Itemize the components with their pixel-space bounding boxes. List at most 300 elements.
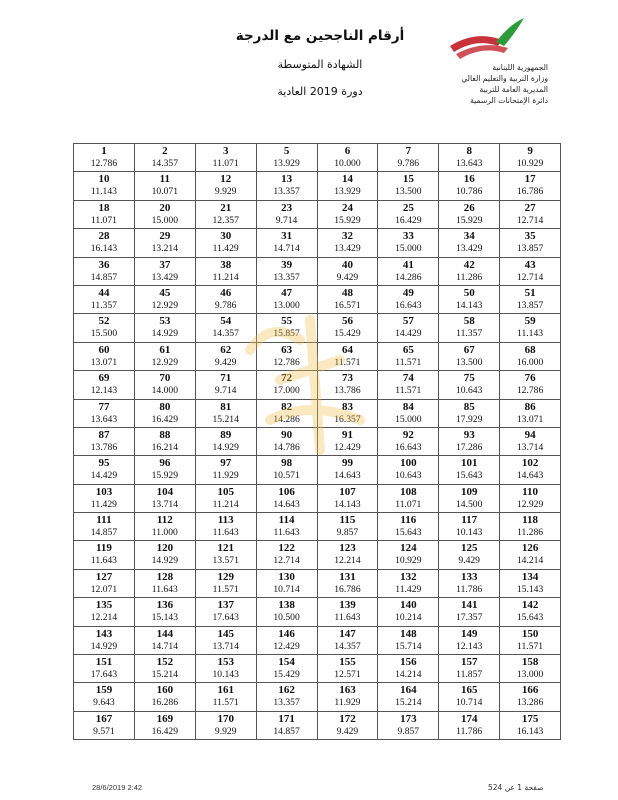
candidate-number: 11 xyxy=(159,173,171,186)
candidate-number: 125 xyxy=(460,542,478,555)
candidate-number: 154 xyxy=(278,656,295,669)
candidate-number: 107 xyxy=(339,485,356,498)
candidate-grade: 11.214 xyxy=(212,498,239,510)
candidate-number: 109 xyxy=(460,485,478,498)
candidate-grade: 9.571 xyxy=(93,725,115,737)
result-cell xyxy=(195,484,256,512)
result-cell xyxy=(256,655,317,683)
result-cell xyxy=(134,598,195,626)
result-cell xyxy=(378,144,439,172)
candidate-number: 84 xyxy=(402,400,414,413)
candidate-grade: 14.929 xyxy=(151,328,178,340)
candidate-number: 41 xyxy=(402,258,414,271)
candidate-number: 124 xyxy=(400,542,417,555)
candidate-number: 56 xyxy=(341,315,353,328)
candidate-number: 158 xyxy=(521,656,539,669)
candidate-grade: 11.286 xyxy=(456,271,483,283)
candidate-grade: 14.429 xyxy=(395,328,422,340)
candidate-grade: 15.000 xyxy=(395,413,422,425)
result-cell xyxy=(134,144,195,172)
candidate-grade: 10.714 xyxy=(273,583,300,595)
result-cell xyxy=(195,569,256,597)
result-cell xyxy=(134,513,195,541)
candidate-number: 26 xyxy=(463,201,475,214)
candidate-number: 173 xyxy=(400,712,417,725)
candidate-number: 136 xyxy=(156,599,174,612)
candidate-grade: 12.071 xyxy=(90,583,118,595)
result-cell xyxy=(378,711,439,739)
result-cell xyxy=(317,598,378,626)
candidate-grade: 13.071 xyxy=(516,413,544,425)
candidate-grade: 14.857 xyxy=(90,271,118,283)
table-row xyxy=(74,484,561,512)
candidate-grade: 13.929 xyxy=(273,158,300,169)
candidate-number: 170 xyxy=(217,712,234,725)
candidate-grade: 15.143 xyxy=(516,583,544,595)
candidate-number: 120 xyxy=(156,542,174,555)
candidate-grade: 12.786 xyxy=(516,385,544,397)
candidate-number: 174 xyxy=(460,712,478,725)
result-cell xyxy=(378,172,439,200)
candidate-grade: 10.500 xyxy=(273,612,300,624)
result-cell xyxy=(256,683,317,711)
result-cell xyxy=(195,598,256,626)
candidate-grade: 16.357 xyxy=(334,413,361,425)
session-label: دورة 2019 العادية xyxy=(277,85,363,98)
candidate-grade: 9.429 xyxy=(214,356,237,368)
candidate-grade: 15.214 xyxy=(395,697,422,709)
candidate-number: 17 xyxy=(524,173,536,186)
result-cell xyxy=(439,371,500,399)
result-cell xyxy=(439,314,500,342)
result-cell xyxy=(134,456,195,484)
candidate-number: 69 xyxy=(98,372,110,385)
result-cell xyxy=(134,371,195,399)
result-cell xyxy=(134,626,195,654)
result-cell xyxy=(74,200,135,228)
candidate-number: 52 xyxy=(98,315,110,328)
candidate-number: 156 xyxy=(400,656,417,669)
candidate-number: 85 xyxy=(463,400,475,413)
candidate-number: 129 xyxy=(217,570,234,583)
candidate-number: 46 xyxy=(220,286,232,299)
candidate-number: 131 xyxy=(339,570,356,583)
result-cell xyxy=(500,541,561,569)
candidate-grade: 11.786 xyxy=(456,583,483,595)
candidate-grade: 15.929 xyxy=(151,470,178,482)
result-cell xyxy=(439,285,500,313)
result-cell xyxy=(439,427,500,455)
candidate-number: 175 xyxy=(521,712,539,725)
result-cell xyxy=(195,229,256,257)
table-row xyxy=(74,229,561,257)
candidate-number: 160 xyxy=(156,684,174,697)
candidate-number: 97 xyxy=(220,457,232,470)
ministry-line: المديرية العامة للتربية xyxy=(479,85,548,94)
result-cell xyxy=(134,711,195,739)
candidate-number: 106 xyxy=(278,485,295,498)
candidate-number: 99 xyxy=(341,457,353,470)
result-cell xyxy=(439,655,500,683)
candidate-number: 2 xyxy=(162,145,168,157)
candidate-grade: 10.643 xyxy=(455,385,483,397)
candidate-number: 92 xyxy=(402,428,414,441)
candidate-grade: 11.643 xyxy=(273,527,300,539)
candidate-number: 127 xyxy=(95,570,113,583)
candidate-number: 140 xyxy=(400,599,417,612)
result-cell xyxy=(74,626,135,654)
result-cell xyxy=(378,484,439,512)
candidate-grade: 13.214 xyxy=(151,243,178,255)
candidate-grade: 13.071 xyxy=(90,356,118,368)
candidate-grade: 14.643 xyxy=(334,470,361,482)
result-cell xyxy=(439,569,500,597)
candidate-number: 29 xyxy=(159,230,171,243)
table-row xyxy=(74,172,561,200)
result-cell xyxy=(195,655,256,683)
candidate-number: 16 xyxy=(463,173,475,186)
candidate-grade: 11.571 xyxy=(395,356,422,368)
candidate-grade: 11.643 xyxy=(151,583,178,595)
candidate-grade: 15.643 xyxy=(395,527,422,539)
candidate-number: 119 xyxy=(95,542,112,555)
candidate-grade: 13.643 xyxy=(90,413,118,425)
result-cell xyxy=(134,484,195,512)
result-cell xyxy=(500,569,561,597)
candidate-grade: 13.500 xyxy=(395,186,422,198)
candidate-grade: 9.857 xyxy=(397,725,420,737)
candidate-grade: 11.571 xyxy=(212,697,239,709)
result-cell xyxy=(500,655,561,683)
table-row xyxy=(74,541,561,569)
candidate-number: 132 xyxy=(400,570,417,583)
result-cell xyxy=(134,342,195,370)
result-cell xyxy=(134,172,195,200)
result-cell xyxy=(317,513,378,541)
result-cell xyxy=(500,513,561,541)
candidate-number: 73 xyxy=(341,372,353,385)
candidate-grade: 12.929 xyxy=(151,356,178,368)
candidate-grade: 12.571 xyxy=(334,669,361,681)
candidate-grade: 9.786 xyxy=(214,299,237,311)
candidate-number: 87 xyxy=(98,428,110,441)
candidate-grade: 11.071 xyxy=(90,214,117,226)
result-cell xyxy=(500,484,561,512)
page-title: أرقام الناجحين مع الدرجة xyxy=(235,28,405,44)
result-cell xyxy=(74,456,135,484)
candidate-grade: 11.929 xyxy=(334,697,361,709)
candidate-grade: 11.643 xyxy=(90,555,117,567)
candidate-grade: 15.000 xyxy=(151,214,178,226)
result-cell xyxy=(317,144,378,172)
candidate-number: 138 xyxy=(278,599,295,612)
candidate-grade: 14.929 xyxy=(212,441,239,453)
candidate-grade: 17.929 xyxy=(455,413,483,425)
candidate-grade: 16.571 xyxy=(334,299,361,311)
candidate-grade: 13.357 xyxy=(273,697,300,709)
candidate-grade: 14.857 xyxy=(90,527,118,539)
candidate-number: 96 xyxy=(159,457,171,470)
candidate-grade: 14.143 xyxy=(334,498,361,510)
candidate-grade: 12.357 xyxy=(212,214,239,226)
candidate-number: 98 xyxy=(281,457,293,470)
result-cell xyxy=(134,427,195,455)
candidate-grade: 15.429 xyxy=(273,669,300,681)
candidate-grade: 12.214 xyxy=(90,612,118,624)
result-cell xyxy=(439,399,500,427)
result-cell xyxy=(500,711,561,739)
candidate-grade: 11.429 xyxy=(90,498,117,510)
candidate-grade: 14.357 xyxy=(334,640,361,652)
candidate-number: 116 xyxy=(400,514,417,527)
candidate-number: 149 xyxy=(460,627,478,640)
candidate-grade: 17.286 xyxy=(455,441,483,453)
candidate-grade: 17.000 xyxy=(273,385,300,397)
candidate-grade: 12.429 xyxy=(334,441,361,453)
result-cell xyxy=(256,569,317,597)
candidate-grade: 11.929 xyxy=(212,470,239,482)
candidate-grade: 12.143 xyxy=(90,385,118,397)
candidate-number: 155 xyxy=(339,656,356,669)
result-cell xyxy=(317,626,378,654)
candidate-grade: 10.714 xyxy=(455,697,483,709)
candidate-number: 164 xyxy=(400,684,417,697)
candidate-grade: 12.429 xyxy=(273,640,300,652)
table-row xyxy=(74,683,561,711)
candidate-number: 117 xyxy=(461,514,478,527)
candidate-number: 25 xyxy=(402,201,414,214)
candidate-number: 137 xyxy=(217,599,234,612)
result-cell xyxy=(74,285,135,313)
candidate-number: 58 xyxy=(463,315,475,328)
result-cell xyxy=(74,427,135,455)
candidate-number: 75 xyxy=(463,372,475,385)
candidate-number: 86 xyxy=(524,400,536,413)
candidate-number: 57 xyxy=(402,315,414,328)
result-cell xyxy=(439,541,500,569)
candidate-number: 148 xyxy=(400,627,417,640)
candidate-number: 6 xyxy=(344,145,351,157)
candidate-number: 33 xyxy=(402,230,414,243)
candidate-number: 162 xyxy=(278,684,295,697)
candidate-grade: 11.214 xyxy=(212,271,239,283)
result-cell xyxy=(378,626,439,654)
candidate-number: 60 xyxy=(98,343,110,356)
result-cell xyxy=(134,399,195,427)
candidate-number: 18 xyxy=(98,201,110,214)
candidate-grade: 10.786 xyxy=(455,186,483,198)
result-cell xyxy=(74,229,135,257)
candidate-grade: 13.786 xyxy=(90,441,118,453)
result-cell xyxy=(317,569,378,597)
result-cell xyxy=(74,541,135,569)
result-cell xyxy=(74,172,135,200)
candidate-grade: 15.929 xyxy=(334,214,361,226)
candidate-grade: 10.071 xyxy=(151,186,178,198)
candidate-number: 172 xyxy=(339,712,356,725)
candidate-number: 45 xyxy=(159,286,171,299)
candidate-grade: 13.857 xyxy=(516,243,544,255)
candidate-number: 101 xyxy=(460,457,478,470)
candidate-number: 38 xyxy=(220,258,232,271)
candidate-grade: 16.429 xyxy=(395,214,422,226)
candidate-grade: 15.500 xyxy=(90,328,118,340)
table-row xyxy=(74,200,561,228)
candidate-number: 53 xyxy=(159,315,171,328)
result-cell xyxy=(439,598,500,626)
candidate-number: 24 xyxy=(341,201,353,214)
result-cell xyxy=(500,200,561,228)
candidate-number: 43 xyxy=(524,258,536,271)
candidate-number: 83 xyxy=(341,400,353,413)
candidate-number: 100 xyxy=(400,457,417,470)
result-cell xyxy=(74,371,135,399)
candidate-number: 88 xyxy=(159,428,171,441)
result-cell xyxy=(74,257,135,285)
candidate-grade: 12.786 xyxy=(90,158,118,169)
candidate-number: 113 xyxy=(217,514,234,527)
candidate-number: 12 xyxy=(220,173,232,186)
candidate-grade: 13.857 xyxy=(516,299,544,311)
candidate-number: 167 xyxy=(95,712,113,725)
candidate-grade: 11.286 xyxy=(517,527,544,539)
candidate-grade: 13.357 xyxy=(273,271,300,283)
candidate-number: 80 xyxy=(159,400,171,413)
result-cell xyxy=(500,598,561,626)
result-cell xyxy=(500,229,561,257)
table-row xyxy=(74,144,561,172)
candidate-number: 49 xyxy=(402,286,414,299)
candidate-grade: 17.643 xyxy=(90,669,118,681)
result-cell xyxy=(256,711,317,739)
candidate-number: 134 xyxy=(521,570,539,583)
candidate-grade: 13.000 xyxy=(273,299,300,311)
candidate-grade: 10.214 xyxy=(395,612,422,624)
result-cell xyxy=(134,229,195,257)
candidate-number: 42 xyxy=(463,258,475,271)
candidate-grade: 9.429 xyxy=(458,555,480,567)
candidate-grade: 16.643 xyxy=(395,441,422,453)
candidate-number: 128 xyxy=(156,570,174,583)
result-cell xyxy=(500,399,561,427)
candidate-number: 67 xyxy=(463,343,475,356)
result-cell xyxy=(195,513,256,541)
result-cell xyxy=(317,711,378,739)
candidate-number: 23 xyxy=(281,201,293,214)
candidate-grade: 16.143 xyxy=(516,725,544,737)
candidate-grade: 15.000 xyxy=(395,243,422,255)
candidate-grade: 11.571 xyxy=(517,640,544,652)
candidate-grade: 15.214 xyxy=(151,669,178,681)
ministry-line: دائرة الإمتحانات الرسمية xyxy=(470,96,548,105)
candidate-number: 5 xyxy=(283,145,290,157)
candidate-grade: 16.429 xyxy=(151,413,178,425)
candidate-number: 165 xyxy=(460,684,478,697)
result-cell xyxy=(256,144,317,172)
table-row xyxy=(74,569,561,597)
candidate-grade: 11.357 xyxy=(456,328,483,340)
candidate-number: 112 xyxy=(156,514,173,527)
result-cell xyxy=(74,484,135,512)
candidate-grade: 12.929 xyxy=(516,498,544,510)
candidate-grade: 15.857 xyxy=(273,328,300,340)
result-cell xyxy=(378,541,439,569)
candidate-number: 34 xyxy=(463,230,475,243)
result-cell xyxy=(74,598,135,626)
candidate-grade: 10.929 xyxy=(516,158,544,169)
candidate-number: 157 xyxy=(460,656,478,669)
candidate-grade: 12.929 xyxy=(151,299,178,311)
result-cell xyxy=(134,569,195,597)
candidate-grade: 11.571 xyxy=(395,385,422,397)
candidate-number: 123 xyxy=(339,542,356,555)
candidate-number: 76 xyxy=(524,372,536,385)
table-row xyxy=(74,711,561,739)
candidate-number: 27 xyxy=(524,201,536,214)
result-cell xyxy=(74,569,135,597)
result-cell xyxy=(195,683,256,711)
candidate-number: 36 xyxy=(98,258,110,271)
candidate-number: 64 xyxy=(341,343,353,356)
candidate-grade: 14.857 xyxy=(273,725,300,737)
candidate-number: 105 xyxy=(217,485,234,498)
candidate-number: 118 xyxy=(522,514,539,527)
candidate-grade: 14.429 xyxy=(90,470,118,482)
result-cell xyxy=(378,655,439,683)
candidate-grade: 14.786 xyxy=(273,441,300,453)
result-cell xyxy=(317,200,378,228)
result-cell xyxy=(500,144,561,172)
candidate-grade: 11.643 xyxy=(334,612,361,624)
candidate-grade: 15.643 xyxy=(455,470,483,482)
candidate-grade: 13.429 xyxy=(334,243,361,255)
candidate-number: 82 xyxy=(281,400,293,413)
candidate-number: 91 xyxy=(341,428,353,441)
candidate-number: 166 xyxy=(521,684,539,697)
result-cell xyxy=(378,513,439,541)
result-cell xyxy=(74,513,135,541)
result-cell xyxy=(500,371,561,399)
candidate-grade: 12.714 xyxy=(516,214,544,226)
candidate-number: 31 xyxy=(281,230,293,243)
result-cell xyxy=(500,314,561,342)
result-cell xyxy=(74,399,135,427)
result-cell xyxy=(74,655,135,683)
candidate-grade: 13.714 xyxy=(516,441,544,453)
result-cell xyxy=(134,200,195,228)
candidate-number: 30 xyxy=(220,230,232,243)
candidate-grade: 11.357 xyxy=(90,299,117,311)
candidate-grade: 14.286 xyxy=(273,413,300,425)
candidate-number: 3 xyxy=(222,145,229,157)
candidate-grade: 12.714 xyxy=(516,271,544,283)
result-cell xyxy=(317,683,378,711)
candidate-grade: 9.929 xyxy=(214,725,237,737)
candidate-number: 14 xyxy=(341,173,353,186)
candidate-grade: 9.429 xyxy=(336,271,359,283)
candidate-grade: 13.643 xyxy=(455,158,483,169)
candidate-grade: 13.429 xyxy=(151,271,178,283)
result-cell xyxy=(439,456,500,484)
result-cell xyxy=(439,484,500,512)
candidate-number: 68 xyxy=(524,343,536,356)
result-cell xyxy=(317,229,378,257)
footer-page-number: صفحة 1 عن 524 xyxy=(488,783,544,792)
candidate-grade: 14.214 xyxy=(516,555,544,567)
candidate-number: 115 xyxy=(339,514,356,527)
candidate-number: 126 xyxy=(521,542,539,555)
candidate-number: 72 xyxy=(281,372,293,385)
